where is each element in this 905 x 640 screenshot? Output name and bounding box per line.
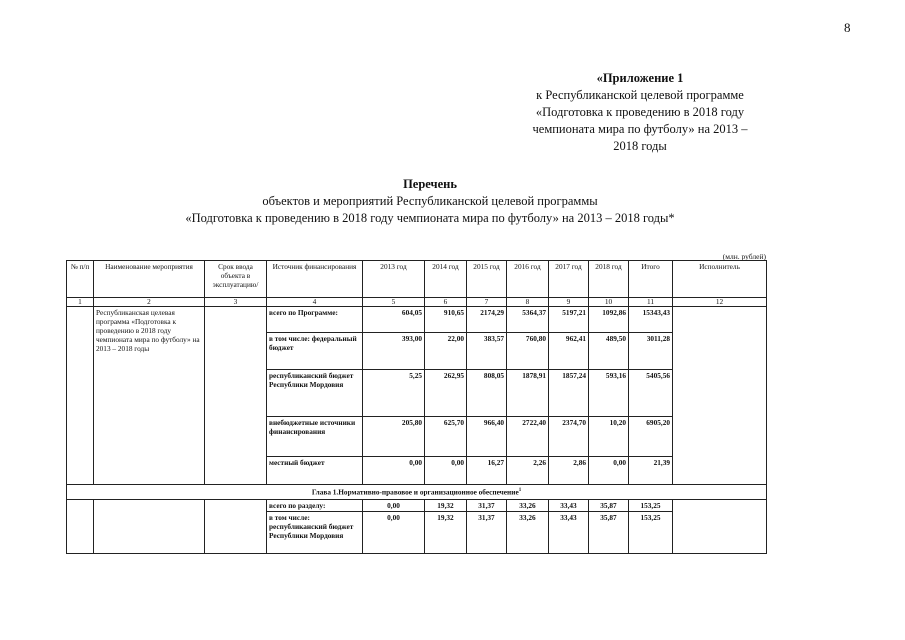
value-cell: 0,00 [363, 512, 425, 554]
value-cell: 33,26 [507, 500, 549, 512]
source-cell: в том числе: республиканский бюджет Республики Мордовия [267, 512, 363, 554]
chapter-footnote-mark: 1 [518, 488, 522, 493]
value-cell: 0,00 [589, 457, 629, 485]
value-cell: 5405,56 [629, 370, 673, 417]
source-cell: местный бюджет [267, 457, 363, 485]
value-cell: 910,65 [425, 307, 467, 333]
source-cell: республиканский бюджет Республики Мордовия [267, 370, 363, 417]
appendix-title: «Приложение 1 [596, 71, 684, 85]
column-number: 12 [673, 298, 767, 307]
value-cell: 205,80 [363, 417, 425, 457]
header-cell: Наименование мероприятия [94, 261, 205, 298]
value-cell: 2722,40 [507, 417, 549, 457]
commission-date-cell [205, 500, 267, 554]
value-cell: 22,00 [425, 333, 467, 370]
header-cell: 2015 год [467, 261, 507, 298]
value-cell: 19,32 [425, 512, 467, 554]
column-number: 5 [363, 298, 425, 307]
chapter-row [67, 485, 767, 500]
value-cell: 33,43 [549, 500, 589, 512]
column-number: 11 [629, 298, 673, 307]
column-number: 1 [67, 298, 94, 307]
column-number: 2 [94, 298, 205, 307]
value-cell: 5197,21 [549, 307, 589, 333]
value-cell: 0,00 [425, 457, 467, 485]
column-number: 4 [267, 298, 363, 307]
table-header-row [67, 261, 767, 298]
value-cell: 2,26 [507, 457, 549, 485]
heading-line-1: объектов и мероприятий Республиканской целевой программы [262, 194, 598, 208]
value-cell: 19,32 [425, 500, 467, 512]
value-cell: 31,37 [467, 500, 507, 512]
column-number: 10 [589, 298, 629, 307]
value-cell: 3011,28 [629, 333, 673, 370]
value-cell: 1857,24 [549, 370, 589, 417]
value-cell: 5,25 [363, 370, 425, 417]
value-cell: 2174,29 [467, 307, 507, 333]
units-label: (млн. рублей) [722, 252, 766, 261]
value-cell: 5364,37 [507, 307, 549, 333]
document-heading [120, 176, 740, 227]
value-cell: 153,25 [629, 512, 673, 554]
header-cell: 2016 год [507, 261, 549, 298]
value-cell: 489,50 [589, 333, 629, 370]
source-cell: всего по разделу: [267, 500, 363, 512]
heading-line-2: «Подготовка к проведению в 2018 году чемпионата мира по футболу» на 2013 – 2018 годы* [185, 211, 675, 225]
value-cell: 15343,43 [629, 307, 673, 333]
value-cell: 2,86 [549, 457, 589, 485]
heading-title: Перечень [403, 177, 457, 191]
column-number-row [67, 298, 767, 307]
activity-name-cell [94, 500, 205, 554]
value-cell: 0,00 [363, 457, 425, 485]
value-cell: 153,25 [629, 500, 673, 512]
table-row [67, 500, 767, 512]
column-number: 8 [507, 298, 549, 307]
value-cell: 808,05 [467, 370, 507, 417]
value-cell: 604,05 [363, 307, 425, 333]
program-table [66, 260, 767, 554]
source-cell: всего по Программе: [267, 307, 363, 333]
value-cell: 6905,20 [629, 417, 673, 457]
value-cell: 31,37 [467, 512, 507, 554]
executor-cell [673, 500, 767, 554]
chapter-title-text: Глава 1.Нормативно-правовое и организационное обеспечение [311, 487, 519, 497]
row-number-cell [67, 500, 94, 554]
header-cell: 2013 год [363, 261, 425, 298]
header-cell: Срок ввода объекта в эксплуатацию/ [205, 261, 267, 298]
value-cell: 760,80 [507, 333, 549, 370]
table-row [67, 307, 767, 333]
value-cell: 962,41 [549, 333, 589, 370]
header-cell: Итого [629, 261, 673, 298]
row-number-cell [67, 307, 94, 485]
value-cell: 1878,91 [507, 370, 549, 417]
chapter-title [67, 485, 767, 500]
value-cell: 33,26 [507, 512, 549, 554]
value-cell: 16,27 [467, 457, 507, 485]
header-cell: Источник финансирования [267, 261, 363, 298]
value-cell: 966,40 [467, 417, 507, 457]
value-cell: 35,87 [589, 500, 629, 512]
value-cell: 10,20 [589, 417, 629, 457]
source-cell: внебюджетные источники финансирования [267, 417, 363, 457]
header-cell: 2017 год [549, 261, 589, 298]
column-number: 9 [549, 298, 589, 307]
header-cell: 2014 год [425, 261, 467, 298]
value-cell: 0,00 [363, 500, 425, 512]
header-cell: № п/п [67, 261, 94, 298]
header-cell: 2018 год [589, 261, 629, 298]
value-cell: 262,95 [425, 370, 467, 417]
value-cell: 2374,70 [549, 417, 589, 457]
appendix-block [480, 70, 800, 155]
value-cell: 625,70 [425, 417, 467, 457]
value-cell: 33,43 [549, 512, 589, 554]
value-cell: 593,16 [589, 370, 629, 417]
appendix-line: «Подготовка к проведению в 2018 году [535, 105, 745, 119]
appendix-line: к Республиканской целевой программе [536, 88, 744, 102]
value-cell: 35,87 [589, 512, 629, 554]
program-name-cell: Республиканская целевая программа «Подготовка к проведению в 2018 году чемпионата мира по футболу» на 2013 – 2018 годы [94, 307, 205, 485]
source-cell: в том числе: федеральный бюджет [267, 333, 363, 370]
header-cell: Исполнитель [673, 261, 767, 298]
page-number: 8 [844, 20, 851, 35]
column-number: 6 [425, 298, 467, 307]
value-cell: 393,00 [363, 333, 425, 370]
column-number: 3 [205, 298, 267, 307]
column-number: 7 [467, 298, 507, 307]
appendix-line: чемпионата мира по футболу» на 2013 – [532, 122, 748, 136]
executor-cell [673, 307, 767, 485]
value-cell: 383,57 [467, 333, 507, 370]
commission-date-cell [205, 307, 267, 485]
appendix-line: 2018 годы [613, 139, 667, 153]
value-cell: 21,39 [629, 457, 673, 485]
value-cell: 1092,86 [589, 307, 629, 333]
